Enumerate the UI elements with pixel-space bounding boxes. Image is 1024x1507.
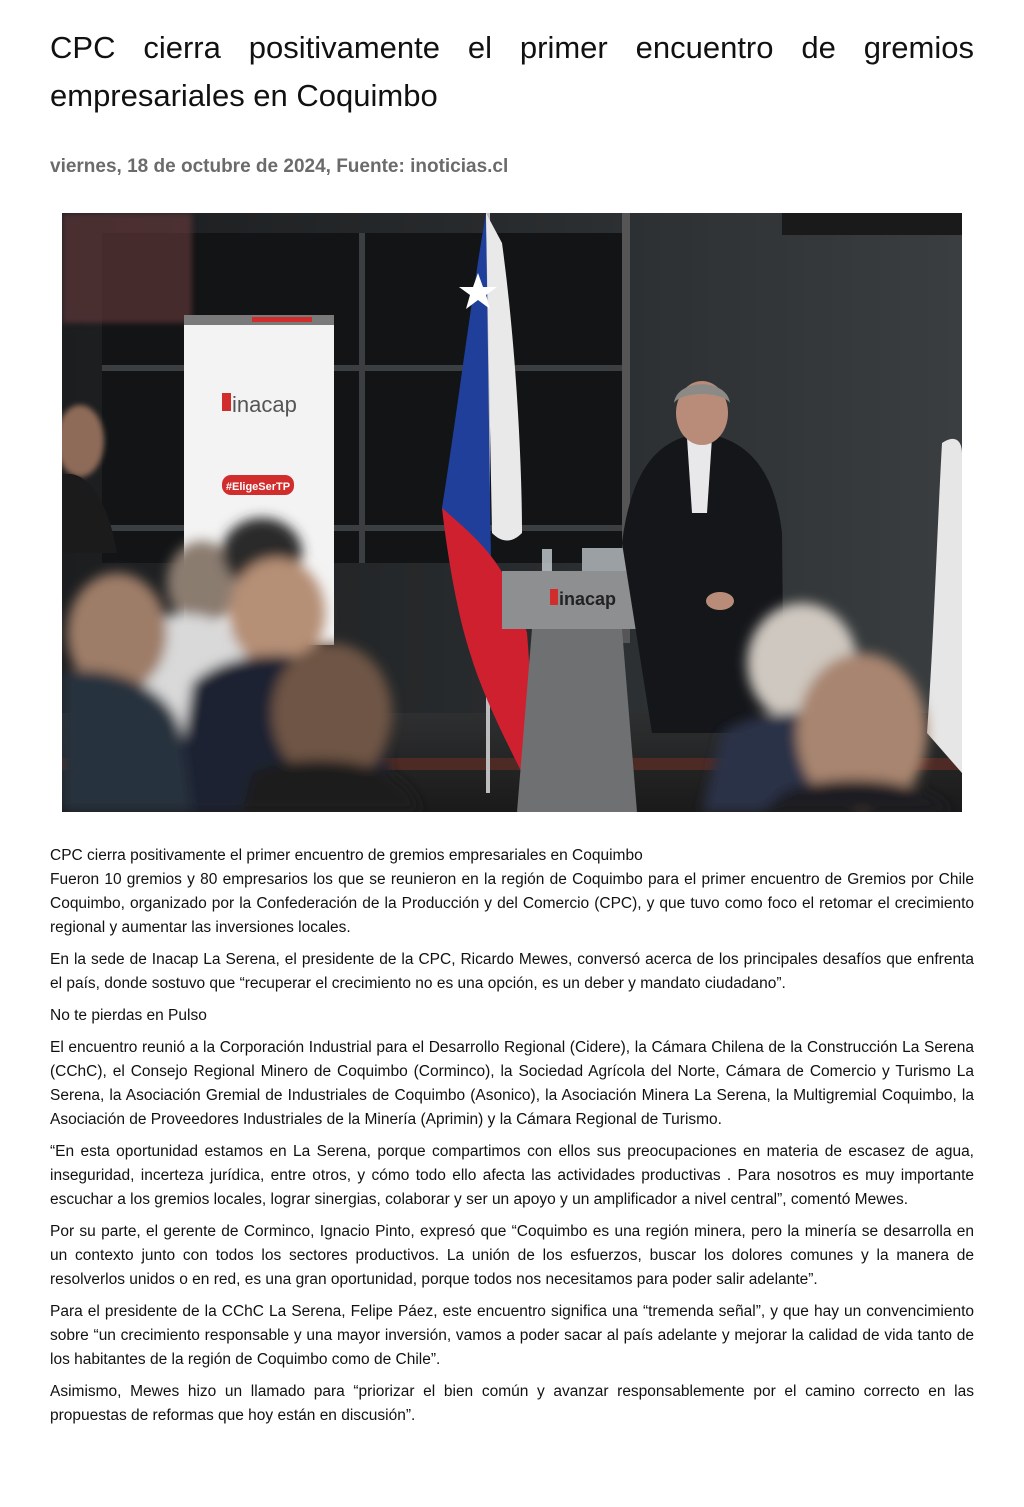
svg-text:inacap: inacap xyxy=(232,392,297,417)
paragraph: Para el presidente de la CChC La Serena, Felipe Páez, este encuentro significa una “tremenda señal”, y que hay un convencimiento sobre “un crecimiento responsable y una mayor inversión, vamos a poder sacar al país adelante y mejorar la calidad de vida tanto de los habitantes de la región de Coquimbo como de Chile”. xyxy=(50,1303,974,1368)
photo-caption: CPC cierra positivamente el primer encuentro de gremios empresariales en Coquimbo xyxy=(50,847,643,864)
article xyxy=(0,24,1024,1428)
paragraph: Fueron 10 gremios y 80 empresarios los que se reunieron en la región de Coquimbo para el primer encuentro de Gremios por Chile Coquimbo, organizado por la Confederación de la Producción y del Comercio (CPC), y que tuvo como foco el retomar el crecimiento regional y aumentar las inversiones locales. xyxy=(50,871,974,936)
paragraph: Por su parte, el gerente de Corminco, Ignacio Pinto, expresó que “Coquimbo es una región minera, pero la minería se desarrolla en un contexto junto con todos los sectores productivos. La unión de los esfuerzos, buscar los dolores comunes y la manera de resolverlos unidos o en red, es una gran oportunidad, porque todos nos necesitamos para poder salir adelante”. xyxy=(50,1223,974,1288)
article-meta: viernes, 18 de octubre de 2024, Fuente: inoticias.cl xyxy=(50,156,509,177)
paragraph: No te pierdas en Pulso xyxy=(50,1007,207,1024)
article-body xyxy=(50,868,974,1428)
paragraph: Asimismo, Mewes hizo un llamado para “priorizar el bien común y avanzar responsablemente por el camino correcto en las propuestas de reformas que hoy están en discusión”. xyxy=(50,1383,974,1424)
article-title: CPC cierra positivamente el primer encuentro de gremios empresariales en Coquimbo xyxy=(50,30,974,113)
svg-text:#EligeSerTP: #EligeSerTP xyxy=(225,481,291,493)
paragraph: En la sede de Inacap La Serena, el presidente de la CPC, Ricardo Mewes, conversó acerca de los principales desafíos que enfrenta el país, donde sostuvo que “recuperar el crecimiento no es una opción, es un deber y mandato ciudadano”. xyxy=(50,951,974,992)
paragraph: “En esta oportunidad estamos en La Serena, porque compartimos con ellos sus preocupaciones en materia de escasez de agua, inseguridad, incerteza jurídica, entre otros, y cómo todo ello afecta las actividades productivas . Para nosotros es muy importante escuchar a los gremios locales, lograr sinergias, colaborar y ser un apoyo y un amplificador a nivel central”, comentó Mewes. xyxy=(50,1143,974,1208)
svg-text:inacap: inacap xyxy=(559,589,617,609)
paragraph: El encuentro reunió a la Corporación Industrial para el Desarrollo Regional (Cidere), la Cámara Chilena de la Construcción La Serena (CChC), el Consejo Regional Minero de Coquimbo (Corminco), la Sociedad Agrícola del Norte, Cámara de Comercio y Turismo La Serena, la Asociación Gremial de Industriales de Coquimbo (Asonico), la Asociación Minera La Serena, la Multigremial Coquimbo, la Asociación de Proveedores Industriales de la Minería (Aprimin) y la Cámara Regional de Turismo. xyxy=(50,1039,974,1128)
article-photo xyxy=(62,213,962,812)
